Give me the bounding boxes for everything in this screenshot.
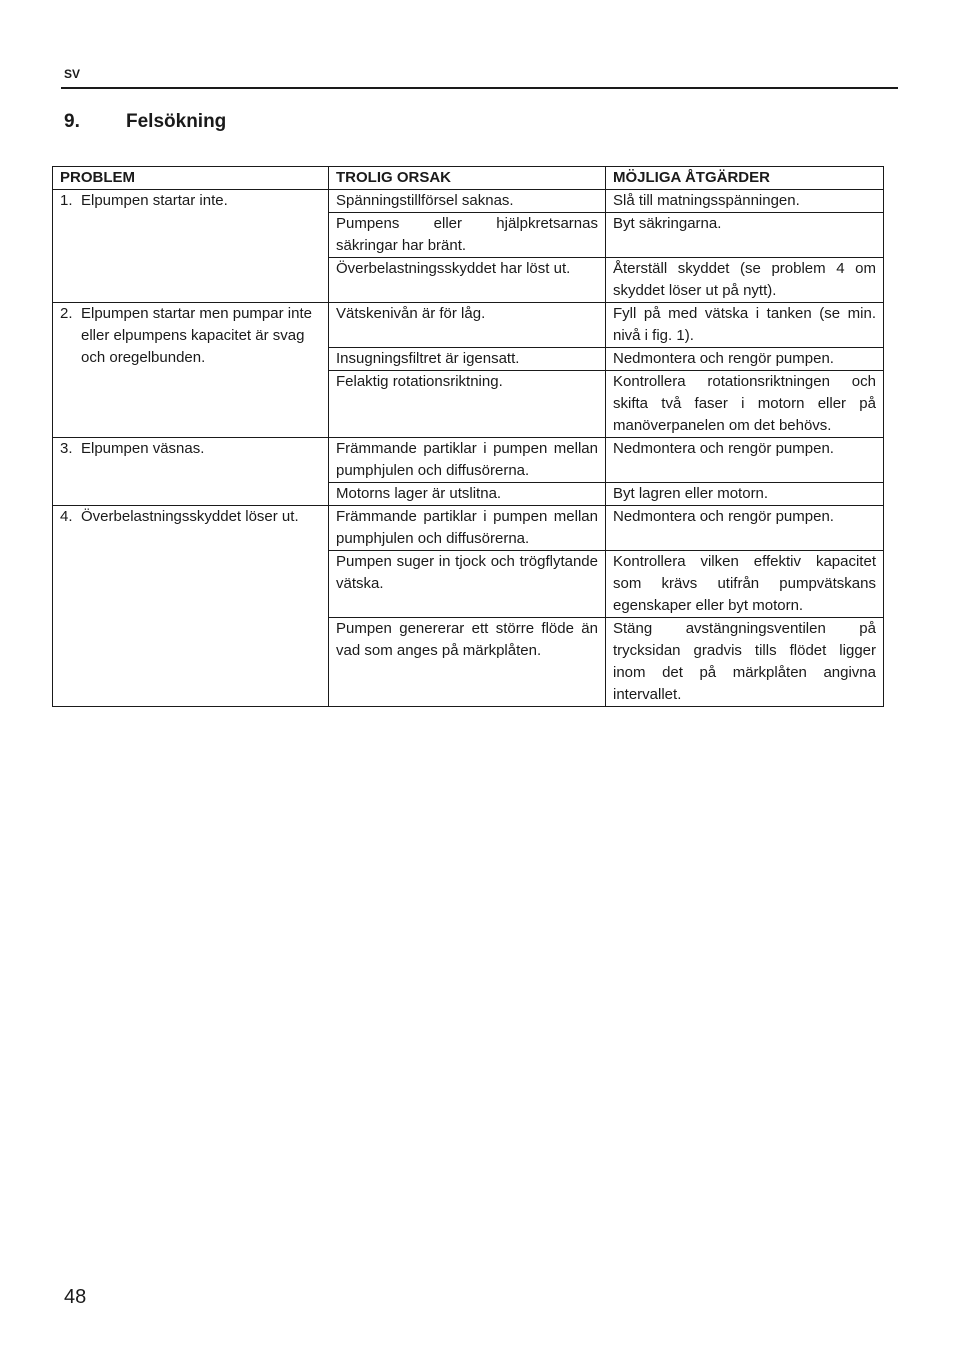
problem-text: Elpumpen startar inte. [81,192,228,209]
problem-text: Elpumpen startar men pumpar inte eller elpumpens kapacitet är svag och oregelbunden. [81,305,312,366]
action-cell: Nedmontera och rengör pumpen. [606,348,884,371]
action-cell: Byt lagren eller motorn. [606,483,884,506]
action-cell: Nedmontera och rengör pumpen. [606,438,884,483]
troubleshooting-table [52,166,884,707]
section-title: Felsökning [126,111,227,132]
problem-number: 4. [60,508,73,525]
problem-text: Överbelastningsskyddet löser ut. [81,508,299,525]
action-cell: Nedmontera och rengör pumpen. [606,506,884,551]
cause-cell: Pumpen suger in tjock och trögflytande vätska. [329,551,606,618]
problem-cell [53,506,329,707]
table-row [53,506,884,551]
table-row [53,190,884,213]
cause-cell: Spänningstillförsel saknas. [329,190,606,213]
action-cell: Fyll på med vätska i tanken (se min. nivå i fig. 1). [606,303,884,348]
action-cell: Kontrollera rotationsriktningen och skifta två faser i motorn eller på manöverpanelen om det behövs. [606,371,884,438]
cause-cell: Pumpens eller hjälpkretsarnas säkringar har bränt. [329,213,606,258]
action-cell: Slå till matningsspänningen. [606,190,884,213]
page-number: 48 [64,1286,87,1308]
cause-cell: Motorns lager är utslitna. [329,483,606,506]
section-number: 9. [64,111,80,132]
action-cell: Stäng avstängningsventilen på trycksidan gradvis tills flödet ligger inom det på märkplåten angivna intervallet. [606,618,884,707]
problem-number: 2. [60,305,73,322]
problem-cell [53,303,329,438]
cause-cell: Vätskenivån är för låg. [329,303,606,348]
problem-cell [53,438,329,506]
problem-number: 3. [60,440,73,457]
language-code: SV [64,67,81,81]
header-cause: TROLIG ORSAK [329,167,606,190]
action-cell: Återställ skyddet (se problem 4 om skyddet löser ut på nytt). [606,258,884,303]
cause-cell: Pumpen genererar ett större flöde än vad som anges på märkplåten. [329,618,606,707]
problem-cell [53,190,329,303]
table-header-row [53,167,884,190]
table-row [53,303,884,348]
action-cell: Kontrollera vilken effektiv kapacitet som krävs utifrån pumpvätskans egenskaper eller byt motorn. [606,551,884,618]
problem-number: 1. [60,192,73,209]
header-rule [61,87,898,89]
action-cell: Byt säkringarna. [606,213,884,258]
header-action: MÖJLIGA ÅTGÄRDER [606,167,884,190]
cause-cell: Felaktig rotationsriktning. [329,371,606,438]
section-heading [64,111,226,133]
header-problem: PROBLEM [53,167,329,190]
cause-cell: Insugningsfiltret är igensatt. [329,348,606,371]
cause-cell: Främmande partiklar i pumpen mellan pumphjulen och diffusörerna. [329,438,606,483]
cause-cell: Överbelastningsskyddet har löst ut. [329,258,606,303]
problem-text: Elpumpen väsnas. [81,440,205,457]
cause-cell: Främmande partiklar i pumpen mellan pumphjulen och diffusörerna. [329,506,606,551]
table-row [53,438,884,483]
